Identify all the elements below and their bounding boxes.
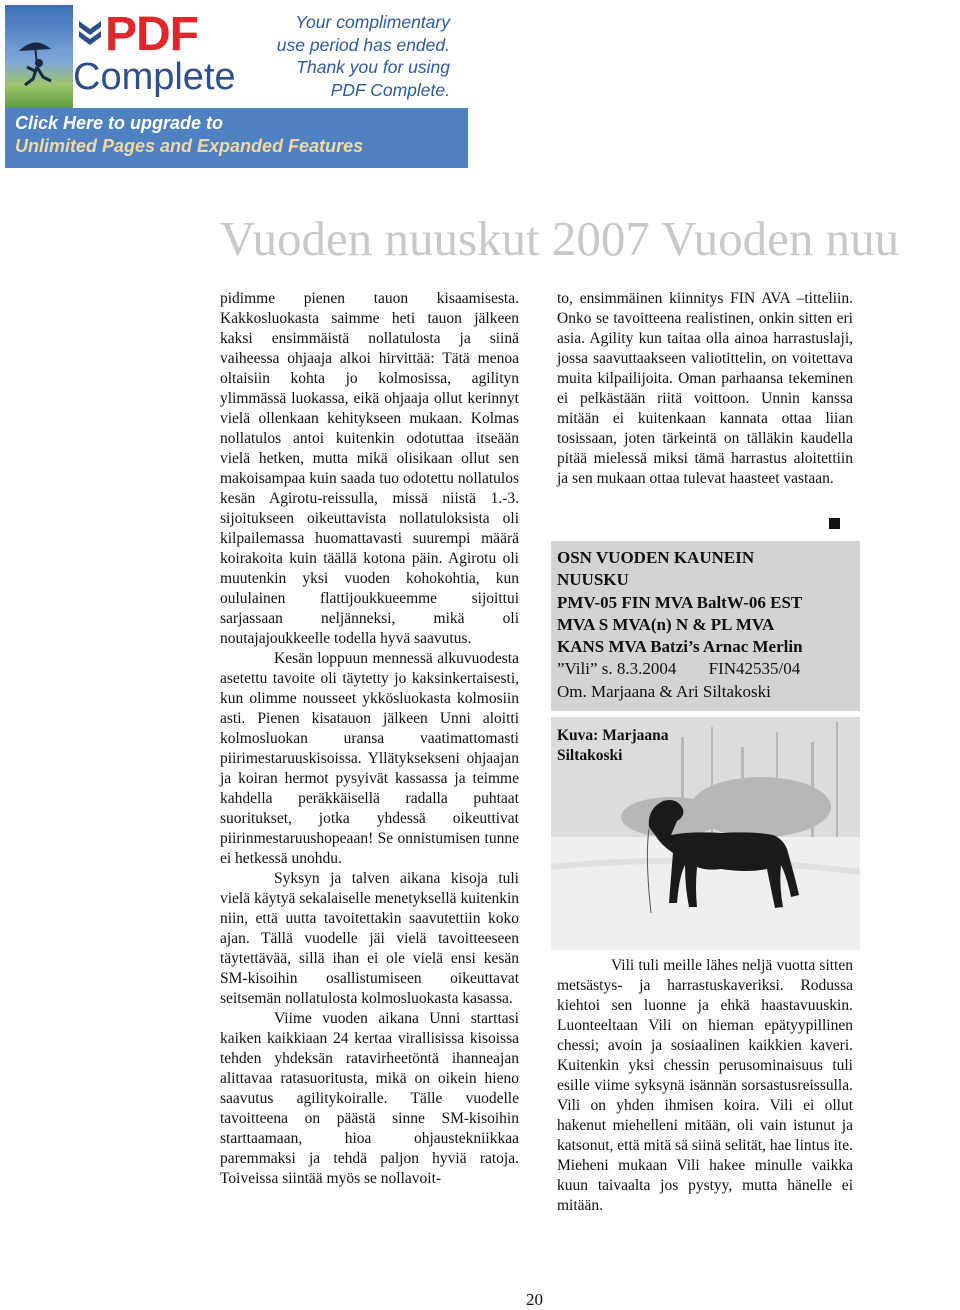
info-title-line: KANS MVA Batzi’s Arnac Merlin <box>557 637 803 657</box>
dog-registration: FIN42535/04 <box>708 659 801 679</box>
article-paragraph: Syksyn ja talven aikana kisoja tuli vielä käytyä sekalaiselle menetyksellä kuitenkin niin, että uutta tavoitettakin saavutettiin koko ajan. Tällä vuodelle jäi vielä tavoitteeseen täytettävää, sillä ihan ei ole vielä ensi kesän SM-kisoihin osallistumiseen oikeuttavat seitsemän nollatulosta kolmosluokasta kasassa. <box>220 870 519 1007</box>
info-title-line: PMV-05 FIN MVA BaltW-06 EST <box>557 592 803 612</box>
dog-info-box <box>551 541 860 711</box>
page-header-title: Vuoden nuuskut 2007 Vuoden nuu <box>220 211 900 266</box>
photo-caption-line: Siltakoski <box>557 747 623 764</box>
article-paragraph: to, ensimmäinen kiinnitys FIN AVA –titteliin. Onko se tavoitteena realistinen, onkin sitten eri asia. Agility kun taitaa olla ainoa harrastuslaji, jossa saavuttaakseen valiotittelin, on voitettava muita kilpailijoita. Oman parhaansa tekeminen ei pelkästään riitä voittoon. Unnin kanssa mitään ei kuitenkaan kannata ottaa liian tosissaan, joten tärkeintä on tälläkin kaudella pitää mielessä miksi tämä harrastus aloitettiin ja sen mukaan ottaa tulevat haasteet vastaan. <box>557 290 853 487</box>
banner-message-line: PDF Complete. <box>330 79 450 100</box>
umbrella-figure-icon <box>15 35 63 91</box>
banner-message-line: use period has ended. <box>276 34 450 55</box>
article-left-column <box>220 289 519 1189</box>
dog-photo <box>551 717 860 950</box>
article-paragraph: pidimme pienen tauon kisaamisesta. Kakkosluokasta saimme heti tauon jälkeen kaksi ensimmäistä nollatulosta ja siinä vaiheessa ohjaaja alkoi hirvittää: Tätä menoa oltaisiin kohta jo kolmosissa, agilityn ylimmässä luokassa, eikä ohjaaja ollut kerinnyt vielä ollenkaan kehitykseen mukaan. Kolmas nollatulos antoi kuitenkin odotuttaa itseään vielä hetken, mutta mikä olisikaan ollut sen makoisampaa kuin saada tuo odotettu nollatulos kesän Agirotu-reissulla, missä niistä 1.-3. sijoitukseen oikeuttavista nollatuloksista oli kilpailemassa huomattavasti suurempi määrä koirakoita kuin täällä kotona päin. Agirotu oli muutenkin yksi vuoden kohokohtia, kun oululainen flattijoukkueemme sijoittui sarjassaan neljänneksi, mikä oli noutajajoukkeelle todella hyvä saavutus. <box>220 290 519 647</box>
photo-caption-line: Kuva: Marjaana <box>557 727 669 744</box>
banner-message <box>220 11 450 101</box>
banner-message-line: Thank you for using <box>296 57 450 77</box>
article-right-column-bottom <box>557 956 853 1216</box>
upgrade-banner[interactable] <box>5 5 468 168</box>
photo-caption <box>557 726 697 766</box>
article-right-column-top <box>557 289 853 489</box>
info-title-line: NUUSKU <box>557 570 629 590</box>
logo-pdf-text: PDF <box>105 8 198 61</box>
banner-message-line: Your complimentary <box>295 12 450 32</box>
dog-owners: Om. Marjaana & Ari Siltakoski <box>557 681 771 701</box>
article-paragraph: Viime vuoden aikana Unni starttasi kaiken kaikkiaan 24 kertaa virallisissa kisoissa tehden yhdeksän ratavirheetöntä ihanneajan alittavaa ratasuoritusta, mikä on oikein hieno saavutus agilitykoiralle. Tälle vuodelle tavoitteena on päästä sinne SM-kisoihin starttaamaan, hioa ohjaustekniikkaa paremmaksi ja tehdä paljon hyviä ratoja. Toiveissa siintää myös se nollavoit- <box>220 1010 519 1187</box>
info-title-line: MVA S MVA(n) N & PL MVA <box>557 614 775 634</box>
logo-complete-text: Complete <box>73 56 236 98</box>
page-number: 20 <box>526 1290 543 1309</box>
dog-info-text <box>557 547 857 703</box>
pdf-chevron-icon <box>77 17 103 47</box>
info-title-line: OSN VUODEN KAUNEIN <box>557 548 755 567</box>
dog-nickname: ”Vili” <box>557 659 598 679</box>
end-of-article-mark <box>829 518 840 529</box>
upgrade-link-line[interactable]: Unlimited Pages and Expanded Features <box>15 136 364 156</box>
info-details-line <box>557 658 857 680</box>
banner-image <box>5 5 73 108</box>
banner-top-panel <box>5 5 468 108</box>
article-paragraph: Vili tuli meille lähes neljä vuotta sitten metsästys- ja harrastuskaveriksi. Rodussa kiehtoi sen luonne ja ehkä haastavuuskin. Luonteeltaan Vili on hieman epätyypillinen chessi; avoin ja sosiaalinen kaikkien kaveri. Kuitenkin yksi chessin perusominaisuus tuli esille viime syksynä isännän sorsastusreissulla. Vili on yhden ihmisen koira. Vili ei ollut hakenut miehelleni mitään, oli vain istunut ja katsonut, että mitä sä siinä selität, hae lintus ite. Mieheni mukaan Vili hakee minulle vaikka kuun taivaalta jos pystyy, mutta hänelle ei mitään. <box>557 957 853 1214</box>
article-paragraph: Kesän loppuun mennessä alkuvuodesta asetettu tavoite oli täytetty jo kaksinkertaisesti, kun olimme nousseet ykkösluokasta kolmosiin asti. Pienen kisatauon jälkeen Unni aloitti kolmosluokan uransa vaatimattomasti piirimestaruuskisoissa. Yllätyksekseni ohjaajan ja koiran hermot pysyivät kassassa ja teimme kahdella peräkkäisellä radalla puhtaat suoritukset, jotka yhdessä oikeuttivat piirinmestaruushopeaan! Se onnistumisen tunne ei hetkessä unohdu. <box>220 650 519 867</box>
upgrade-link-line[interactable]: Click Here to upgrade to <box>15 113 224 133</box>
dog-birth-date: s. 8.3.2004 <box>601 659 677 679</box>
upgrade-link[interactable] <box>15 112 363 158</box>
